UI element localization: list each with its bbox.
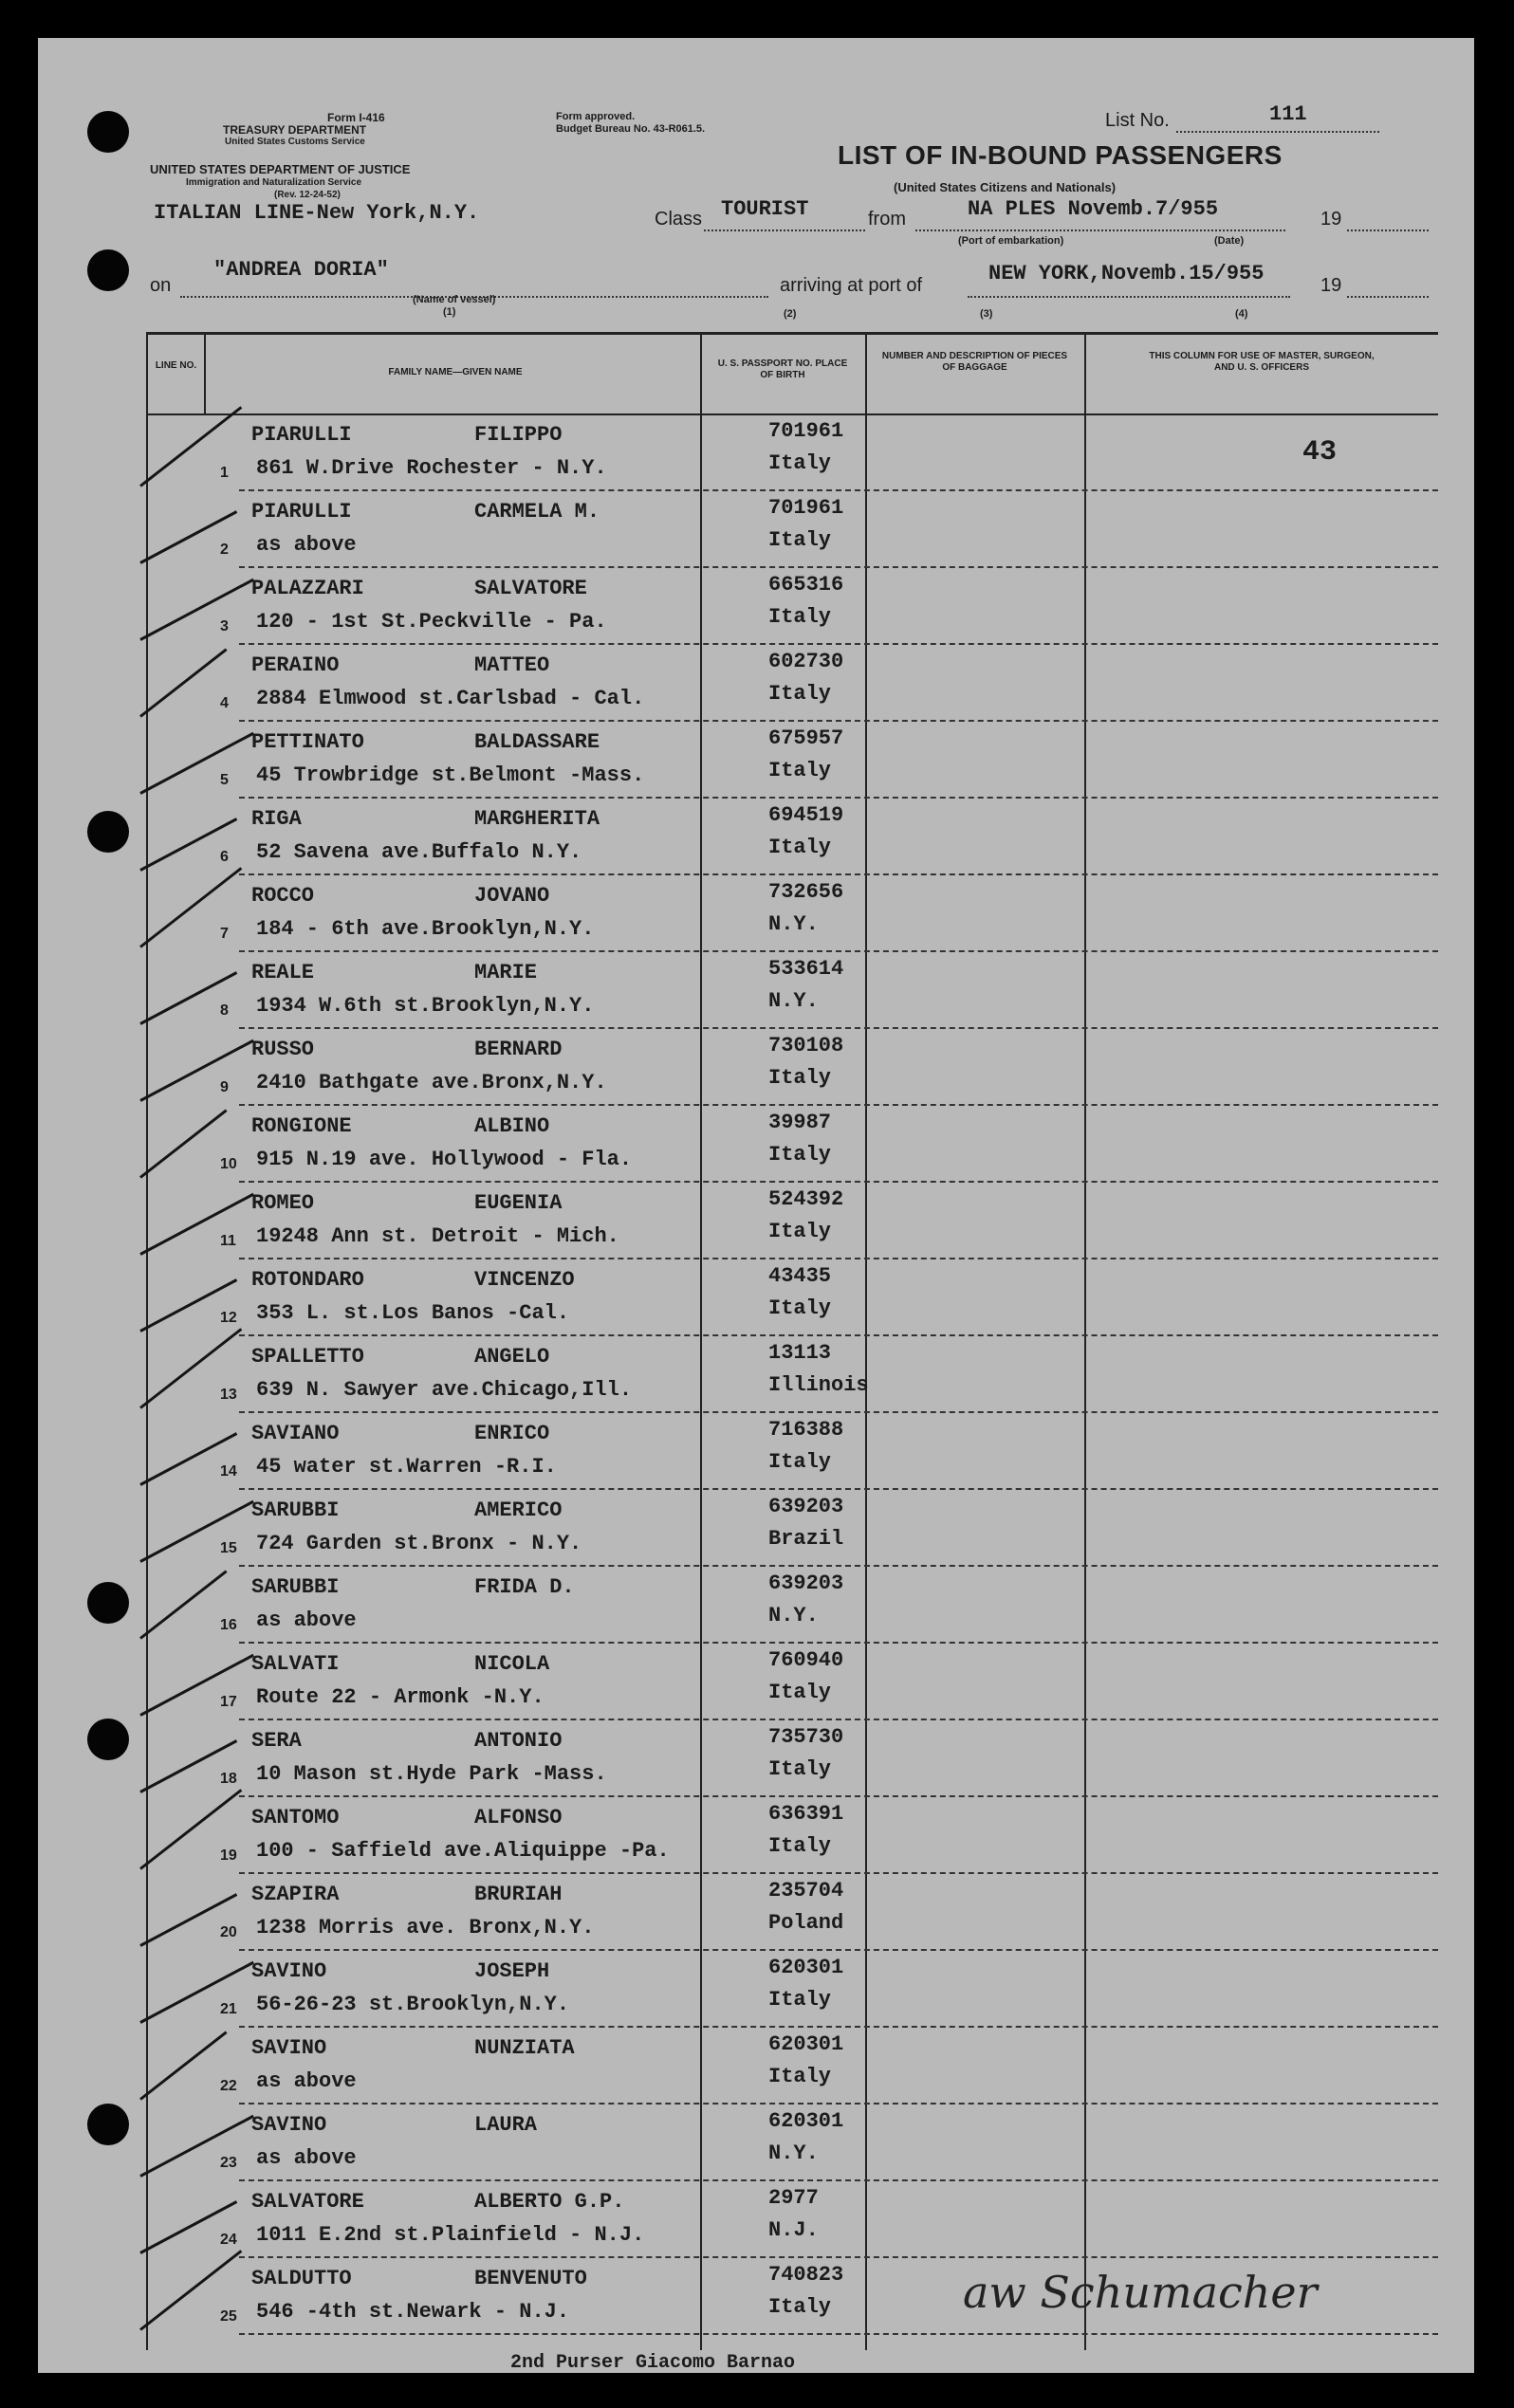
officers-note: 43 — [1302, 436, 1338, 469]
passport-number: 620301 — [768, 1956, 844, 1979]
family-name: SAVINO — [251, 2113, 327, 2137]
from-label: from — [868, 209, 906, 230]
given-name: NICOLA — [474, 1652, 550, 1676]
address: 100 - Saffield ave.Aliquippe -Pa. — [256, 1839, 670, 1863]
punch-hole — [87, 1719, 129, 1760]
port-of-arrival-value: NEW YORK,Novemb.15/955 — [988, 262, 1265, 285]
address: 184 - 6th ave.Brooklyn,N.Y. — [256, 917, 595, 941]
family-name: SZAPIRA — [251, 1883, 340, 1906]
address: 546 -4th st.Newark - N.J. — [256, 2300, 570, 2324]
table-row — [185, 951, 1437, 1028]
address: 2884 Elmwood st.Carlsbad - Cal. — [256, 687, 645, 710]
officer-signature: aw Schumacher — [963, 2267, 1318, 2318]
passport-number: 701961 — [768, 419, 844, 443]
given-name: BENVENUTO — [474, 2267, 587, 2290]
line-number: 23 — [220, 2155, 237, 2171]
vessel-caption: (Name of vessel) — [413, 294, 496, 305]
address: 861 W.Drive Rochester - N.Y. — [256, 456, 607, 480]
address: 1238 Morris ave. Bronx,N.Y. — [256, 1916, 595, 1939]
table-row — [185, 414, 1437, 490]
column-number-2: (2) — [784, 308, 797, 320]
table-row — [185, 490, 1437, 567]
place-of-birth: Illinois — [768, 1373, 869, 1397]
family-name: SALDUTTO — [251, 2267, 352, 2290]
passport-number: 524392 — [768, 1187, 844, 1211]
manifest-page — [38, 38, 1474, 2373]
place-of-birth: Italy — [768, 2065, 832, 2088]
line-number: 12 — [220, 1310, 237, 1326]
passport-number: 602730 — [768, 650, 844, 673]
address: 915 N.19 ave. Hollywood - Fla. — [256, 1148, 633, 1171]
family-name: SARUBBI — [251, 1575, 340, 1599]
family-name: SAVIANO — [251, 1422, 340, 1445]
line-number: 22 — [220, 2078, 237, 2094]
form-number: Form I-416 — [327, 111, 385, 124]
line-number: 21 — [220, 2001, 237, 2017]
header-officers: THIS COLUMN FOR USE OF MASTER, SURGEON, AND U. S. OFFICERS — [1149, 351, 1375, 373]
year-prefix-2: 19 — [1320, 275, 1342, 296]
given-name: FILIPPO — [474, 423, 563, 447]
family-name: SANTOMO — [251, 1806, 340, 1829]
address: 724 Garden st.Bronx - N.Y. — [256, 1532, 582, 1555]
given-name: MATTEO — [474, 653, 550, 677]
given-name: BERNARD — [474, 1038, 563, 1061]
place-of-birth: Italy — [768, 1450, 832, 1474]
passport-number: 760940 — [768, 1648, 844, 1672]
form-subtitle: (United States Citizens and Nationals) — [894, 180, 1117, 194]
given-name: JOVANO — [474, 884, 550, 908]
passport-number: 701961 — [768, 496, 844, 520]
given-name: CARMELA M. — [474, 500, 600, 524]
line-number: 19 — [220, 1847, 237, 1864]
header-baggage: NUMBER AND DESCRIPTION OF PIECES OF BAGGAGE — [881, 351, 1068, 373]
table-row — [185, 567, 1437, 644]
line-number: 8 — [220, 1002, 229, 1019]
given-name: BRURIAH — [474, 1883, 563, 1906]
family-name: PALAZZARI — [251, 577, 364, 600]
line-number: 2 — [220, 542, 229, 558]
line-number: 4 — [220, 695, 229, 711]
place-of-birth: Poland — [768, 1911, 844, 1935]
line-number: 11 — [220, 1233, 236, 1249]
list-number-value: 111 — [1269, 102, 1307, 126]
steamship-line: ITALIAN LINE-New York,N.Y. — [154, 201, 480, 225]
port-of-embarkation-value: NA PLES Novemb.7/955 — [968, 197, 1219, 221]
address: 56-26-23 st.Brooklyn,N.Y. — [256, 1993, 570, 2016]
vessel-name: "ANDREA DORIA" — [213, 258, 389, 282]
family-name: SPALLETTO — [251, 1345, 364, 1369]
header-line-no: LINE NO. — [155, 360, 197, 371]
place-of-birth: Italy — [768, 1143, 832, 1167]
given-name: AMERICO — [474, 1498, 563, 1522]
place-of-birth: Italy — [768, 1066, 832, 1090]
place-of-birth: Italy — [768, 1296, 832, 1320]
given-name: ENRICO — [474, 1422, 550, 1445]
given-name: ANGELO — [474, 1345, 550, 1369]
date-caption: (Date) — [1214, 235, 1245, 247]
passport-number: 620301 — [768, 2032, 844, 2056]
place-of-birth: N.Y. — [768, 912, 819, 936]
place-of-birth: Italy — [768, 451, 832, 475]
place-of-birth: N.Y. — [768, 989, 819, 1013]
passport-number: 675957 — [768, 726, 844, 750]
treasury-department: TREASURY DEPARTMENT — [223, 123, 367, 137]
given-name: SALVATORE — [474, 577, 587, 600]
row-divider — [239, 2333, 1438, 2335]
passport-number: 735730 — [768, 1725, 844, 1749]
given-name: EUGENIA — [474, 1191, 563, 1215]
table-row — [185, 2027, 1437, 2104]
given-name: LAURA — [474, 2113, 538, 2137]
table-row — [185, 874, 1437, 951]
header-passport: U. S. PASSPORT NO. PLACE OF BIRTH — [717, 358, 848, 380]
address: 45 water st.Warren -R.I. — [256, 1455, 557, 1479]
address: Route 22 - Armonk -N.Y. — [256, 1685, 545, 1709]
address: 52 Savena ave.Buffalo N.Y. — [256, 840, 582, 864]
given-name: ANTONIO — [474, 1729, 563, 1753]
table-row — [185, 1950, 1437, 2027]
passport-number: 13113 — [768, 1341, 832, 1365]
table-row — [185, 1566, 1437, 1643]
arriving-label: arriving at port of — [780, 275, 923, 296]
place-of-birth: Italy — [768, 605, 832, 629]
line-number: 13 — [220, 1387, 237, 1403]
punch-hole — [87, 811, 129, 853]
address: as above — [256, 533, 357, 557]
family-name: RUSSO — [251, 1038, 315, 1061]
address: 1011 E.2nd st.Plainfield - N.J. — [256, 2223, 645, 2247]
address: 10 Mason st.Hyde Park -Mass. — [256, 1762, 607, 1786]
class-value: TOURIST — [721, 197, 809, 221]
passport-number: 694519 — [768, 803, 844, 827]
column-number-1: (1) — [443, 306, 456, 318]
family-name: SERA — [251, 1729, 302, 1753]
line-number: 15 — [220, 1540, 237, 1556]
department-of-justice: UNITED STATES DEPARTMENT OF JUSTICE — [150, 162, 411, 176]
customs-service: United States Customs Service — [225, 137, 365, 147]
form-approved: Form approved. — [556, 111, 636, 122]
family-name: SALVATI — [251, 1652, 340, 1676]
family-name: SAVINO — [251, 1959, 327, 1983]
family-name: PIARULLI — [251, 423, 352, 447]
passport-number: 740823 — [768, 2263, 844, 2287]
passport-number: 716388 — [768, 1418, 844, 1442]
family-name: RONGIONE — [251, 1114, 352, 1138]
port-embarkation-caption: (Port of embarkation) — [958, 235, 1064, 247]
table-top-border — [146, 332, 1438, 335]
passport-number: 730108 — [768, 1034, 844, 1057]
table-row — [185, 1182, 1437, 1259]
given-name: NUNZIATA — [474, 2036, 575, 2060]
line-number: 17 — [220, 1694, 237, 1710]
year-line-1 — [1347, 230, 1429, 231]
table-row — [185, 1028, 1437, 1105]
address: 120 - 1st St.Peckville - Pa. — [256, 610, 607, 634]
place-of-birth: Italy — [768, 1757, 832, 1781]
family-name: RIGA — [251, 807, 302, 831]
given-name: BALDASSARE — [474, 730, 600, 754]
form-title: LIST OF IN-BOUND PASSENGERS — [838, 140, 1283, 170]
arrival-line — [968, 296, 1290, 298]
budget-bureau-number: Budget Bureau No. 43-R061.5. — [556, 123, 706, 135]
punch-hole — [87, 2104, 129, 2145]
table-row — [185, 1719, 1437, 1796]
class-label: Class — [655, 209, 703, 230]
family-name: SARUBBI — [251, 1498, 340, 1522]
immigration-service: Immigration and Naturalization Service — [186, 177, 362, 188]
place-of-birth: Italy — [768, 2295, 832, 2319]
class-line — [704, 230, 865, 231]
on-label: on — [150, 275, 172, 296]
passport-number: 620301 — [768, 2109, 844, 2133]
line-col-divider — [204, 332, 206, 414]
address: as above — [256, 1608, 357, 1632]
address: as above — [256, 2069, 357, 2093]
line-number: 16 — [220, 1617, 237, 1633]
revision-date: (Rev. 12-24-52) — [274, 190, 341, 200]
passport-number: 43435 — [768, 1264, 832, 1288]
year-line-2 — [1347, 296, 1429, 298]
given-name: JOSEPH — [474, 1959, 550, 1983]
given-name: ALBINO — [474, 1114, 550, 1138]
passport-number: 636391 — [768, 1802, 844, 1826]
place-of-birth: Italy — [768, 836, 832, 859]
family-name: SALVATORE — [251, 2190, 364, 2214]
list-number-line — [1176, 131, 1379, 133]
address: 19248 Ann st. Detroit - Mich. — [256, 1224, 619, 1248]
family-name: SAVINO — [251, 2036, 327, 2060]
place-of-birth: Brazil — [768, 1527, 844, 1551]
line-number: 1 — [220, 465, 229, 481]
family-name: PERAINO — [251, 653, 340, 677]
place-of-birth: N.Y. — [768, 2141, 819, 2165]
line-number: 10 — [220, 1156, 237, 1172]
passport-number: 665316 — [768, 573, 844, 597]
table-row — [185, 798, 1437, 874]
place-of-birth: Italy — [768, 1681, 832, 1704]
line-number: 9 — [220, 1079, 229, 1095]
given-name: MARGHERITA — [474, 807, 600, 831]
address: 2410 Bathgate ave.Bronx,N.Y. — [256, 1071, 607, 1094]
punch-hole — [87, 1582, 129, 1624]
passport-number: 732656 — [768, 880, 844, 904]
table-row — [185, 1335, 1437, 1412]
family-name: ROMEO — [251, 1191, 315, 1215]
address: as above — [256, 2146, 357, 2170]
column-number-3: (3) — [980, 308, 993, 320]
column-number-4: (4) — [1235, 308, 1248, 320]
table-row — [185, 1259, 1437, 1335]
from-line — [915, 230, 1285, 231]
line-number: 5 — [220, 772, 229, 788]
table-row — [185, 2104, 1437, 2180]
line-number: 24 — [220, 2232, 237, 2248]
address: 639 N. Sawyer ave.Chicago,Ill. — [256, 1378, 633, 1402]
table-row — [185, 1643, 1437, 1719]
place-of-birth: Italy — [768, 759, 832, 782]
place-of-birth: Italy — [768, 682, 832, 706]
list-number-label: List No. — [1105, 110, 1170, 131]
place-of-birth: Italy — [768, 1220, 832, 1243]
punch-hole — [87, 249, 129, 291]
line-number: 3 — [220, 618, 229, 634]
family-name: ROTONDARO — [251, 1268, 364, 1292]
given-name: VINCENZO — [474, 1268, 575, 1292]
table-row — [185, 2180, 1437, 2257]
place-of-birth: Italy — [768, 1834, 832, 1858]
address: 45 Trowbridge st.Belmont -Mass. — [256, 763, 645, 787]
line-number: 20 — [220, 1924, 237, 1940]
place-of-birth: N.Y. — [768, 1604, 819, 1627]
family-name: PETTINATO — [251, 730, 364, 754]
year-prefix-1: 19 — [1320, 209, 1342, 230]
family-name: REALE — [251, 961, 315, 984]
table-row — [185, 644, 1437, 721]
place-of-birth: Italy — [768, 1988, 832, 2012]
place-of-birth: Italy — [768, 528, 832, 552]
table-row — [185, 1105, 1437, 1182]
passport-number: 39987 — [768, 1111, 832, 1134]
place-of-birth: N.J. — [768, 2218, 819, 2242]
line-number: 18 — [220, 1771, 237, 1787]
table-row — [185, 1412, 1437, 1489]
table-row — [185, 1489, 1437, 1566]
table-row — [185, 721, 1437, 798]
given-name: MARIE — [474, 961, 538, 984]
passport-number: 2977 — [768, 2186, 819, 2210]
line-number: 14 — [220, 1463, 237, 1480]
passport-number: 639203 — [768, 1495, 844, 1518]
punch-hole — [87, 111, 129, 153]
table-row — [185, 1796, 1437, 1873]
address: 353 L. st.Los Banos -Cal. — [256, 1301, 570, 1325]
given-name: ALBERTO G.P. — [474, 2190, 625, 2214]
passport-number: 235704 — [768, 1879, 844, 1903]
line-number: 25 — [220, 2308, 237, 2325]
family-name: ROCCO — [251, 884, 315, 908]
purser-name: 2nd Purser Giacomo Barnao — [510, 2352, 796, 2374]
given-name: ALFONSO — [474, 1806, 563, 1829]
line-number: 6 — [220, 849, 229, 865]
table-row — [185, 1873, 1437, 1950]
passport-number: 533614 — [768, 957, 844, 981]
line-number: 7 — [220, 926, 229, 942]
address: 1934 W.6th st.Brooklyn,N.Y. — [256, 994, 595, 1018]
passport-number: 639203 — [768, 1572, 844, 1595]
family-name: PIARULLI — [251, 500, 352, 524]
given-name: FRIDA D. — [474, 1575, 575, 1599]
header-family-name: FAMILY NAME—GIVEN NAME — [388, 367, 523, 377]
